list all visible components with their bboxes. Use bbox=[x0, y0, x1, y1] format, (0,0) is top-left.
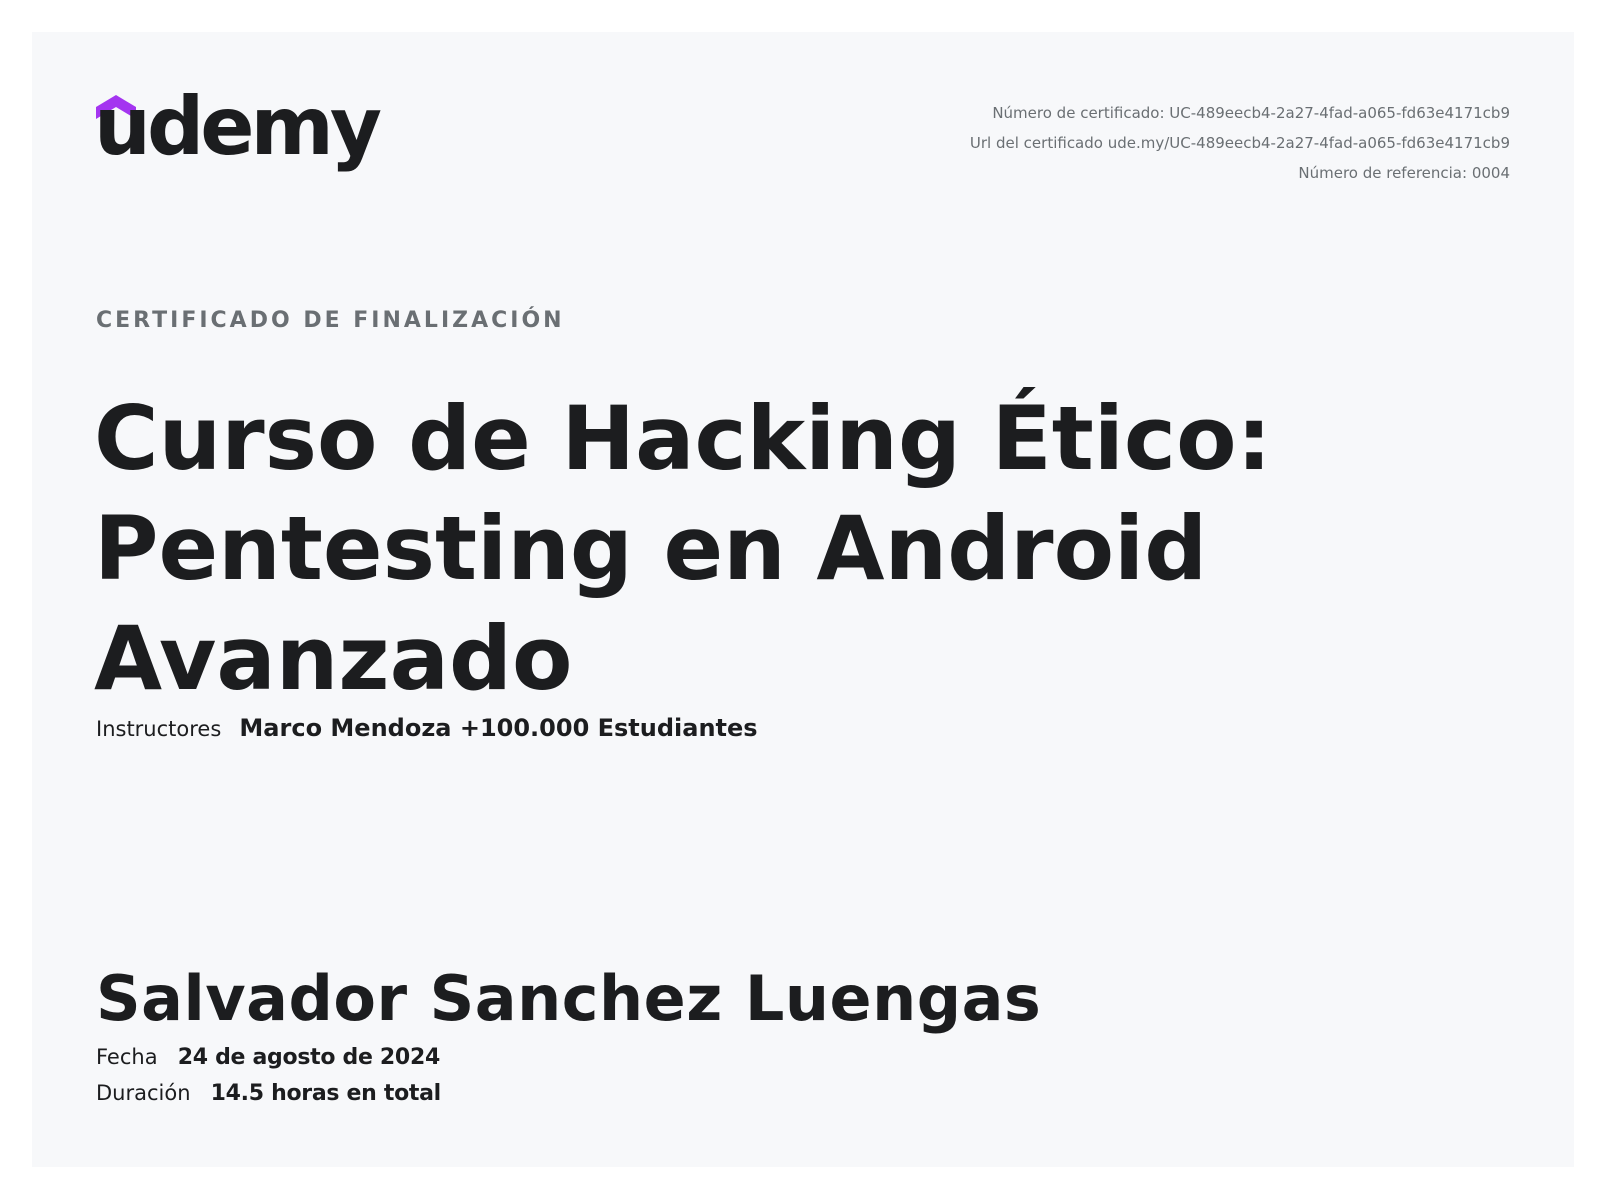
instructors-value: Marco Mendoza +100.000 Estudiantes bbox=[239, 714, 758, 742]
date-row bbox=[96, 1044, 440, 1070]
duration-value: 14.5 horas en total bbox=[210, 1081, 441, 1106]
certificate-url: Url del certificado ude.my/UC-489eecb4-2a27-4fad-a065-fd63e4171cb9 bbox=[969, 134, 1510, 152]
reference-number: Número de referencia: 0004 bbox=[1298, 164, 1510, 182]
certificate-heading: CERTIFICADO DE FINALIZACIÓN bbox=[96, 308, 565, 333]
certificate-number: Número de certificado: UC-489eecb4-2a27-4fad-a065-fd63e4171cb9 bbox=[992, 104, 1510, 122]
certificate bbox=[32, 32, 1574, 1167]
date-label: Fecha bbox=[96, 1045, 158, 1069]
recipient-name: Salvador Sanchez Luengas bbox=[96, 962, 1042, 1035]
instructors-label: Instructores bbox=[96, 717, 222, 741]
course-title: Curso de Hacking Ético: Pentesting en Android Avanzado bbox=[94, 387, 1272, 710]
logo-wordmark: udemy bbox=[94, 80, 378, 173]
certificate-meta bbox=[810, 98, 1510, 188]
date-value: 24 de agosto de 2024 bbox=[177, 1045, 440, 1070]
duration-row bbox=[96, 1080, 441, 1106]
instructors bbox=[96, 714, 758, 742]
duration-label: Duración bbox=[96, 1081, 191, 1105]
